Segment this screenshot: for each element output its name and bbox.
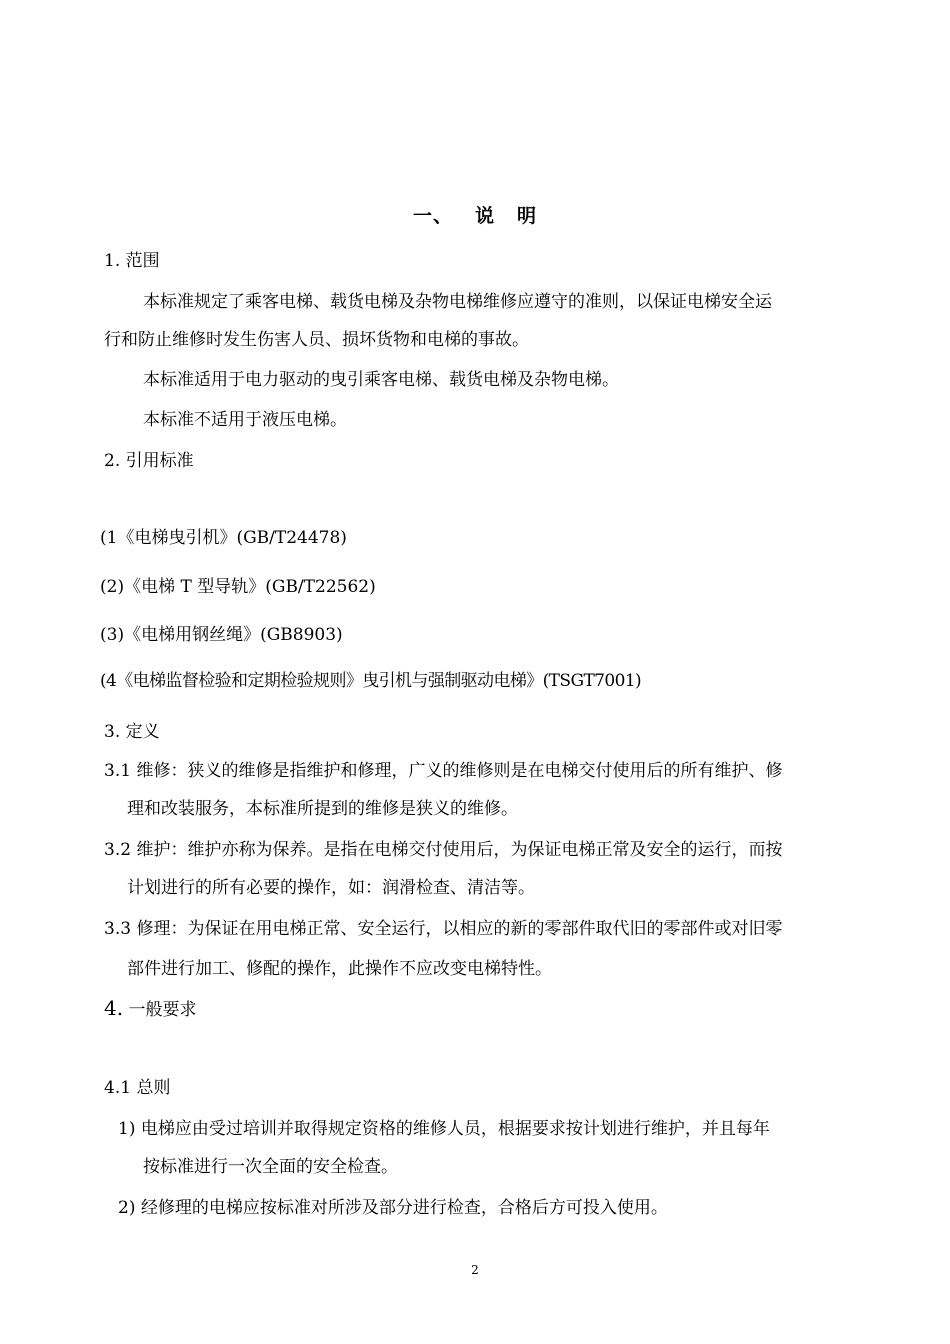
subsection-general-title: 4.1 总则 [104, 1078, 171, 1098]
ref-item-3: (3)《电梯用钢丝绳》(GB8903) [100, 625, 343, 645]
ref-item-1: (1《电梯曳引机》(GB/T24478) [100, 528, 347, 548]
def-1-line-1: 3.1 维修：狭义的维修是指维护和修理，广义的维修则是在电梯交付使用后的所有维护、修 [104, 761, 783, 781]
ref-item-2: (2)《电梯 T 型导轨》(GB/T22562) [100, 577, 376, 597]
section-general-number: 4. [104, 996, 124, 1020]
general-item-1-line-1: 1) 电梯应由受过培训并取得规定资格的维修人员，根据要求按计划进行维护，并且每年 [118, 1119, 770, 1139]
section-defs-title: 3. 定义 [104, 722, 160, 742]
general-item-2: 2) 经修理的电梯应按标准对所涉及部分进行检查，合格后方可投入使用。 [118, 1198, 668, 1218]
ref-item-4: (4《电梯监督检验和定期检验规则》曳引机与强制驱动电梯》(TSGT7001) [100, 671, 642, 691]
def-3-line-2: 部件进行加工、修配的操作，此操作不应改变电梯特性。 [127, 959, 552, 979]
section-refs-title: 2. 引用标准 [104, 451, 194, 471]
scope-paragraph-3: 本标准不适用于液压电梯。 [143, 410, 347, 430]
title-number: 一、 [412, 205, 453, 227]
page-number: 2 [471, 1263, 479, 1277]
section-scope-title: 1. 范围 [104, 251, 160, 271]
section-general-title [104, 998, 197, 1020]
scope-paragraph-2: 本标准适用于电力驱动的曳引乘客电梯、载货电梯及杂物电梯。 [143, 370, 619, 390]
def-2-line-1: 3.2 维护：维护亦称为保养。是指在电梯交付使用后，为保证电梯正常及安全的运行，而按 [104, 840, 783, 860]
page-title [0, 204, 950, 228]
def-3-line-1: 3.3 修理：为保证在用电梯正常、安全运行，以相应的新的零部件取代旧的零部件或对旧零 [104, 919, 783, 939]
scope-paragraph-1-line-2: 行和防止维修时发生伤害人员、损坏货物和电梯的事故。 [104, 330, 529, 350]
title-word-b: 明 [517, 205, 538, 227]
scope-paragraph-1-line-1: 本标准规定了乘客电梯、载货电梯及杂物电梯维修应遵守的准则，以保证电梯安全运 [143, 292, 772, 312]
def-1-line-2: 理和改装服务，本标准所提到的维修是狭义的维修。 [127, 799, 518, 819]
title-word-a: 说 [474, 205, 495, 227]
general-item-1-line-2: 按标准进行一次全面的安全检查。 [143, 1157, 398, 1177]
section-general-text: 一般要求 [128, 1000, 197, 1020]
def-2-line-2: 计划进行的所有必要的操作，如：润滑检查、清洁等。 [127, 878, 535, 898]
